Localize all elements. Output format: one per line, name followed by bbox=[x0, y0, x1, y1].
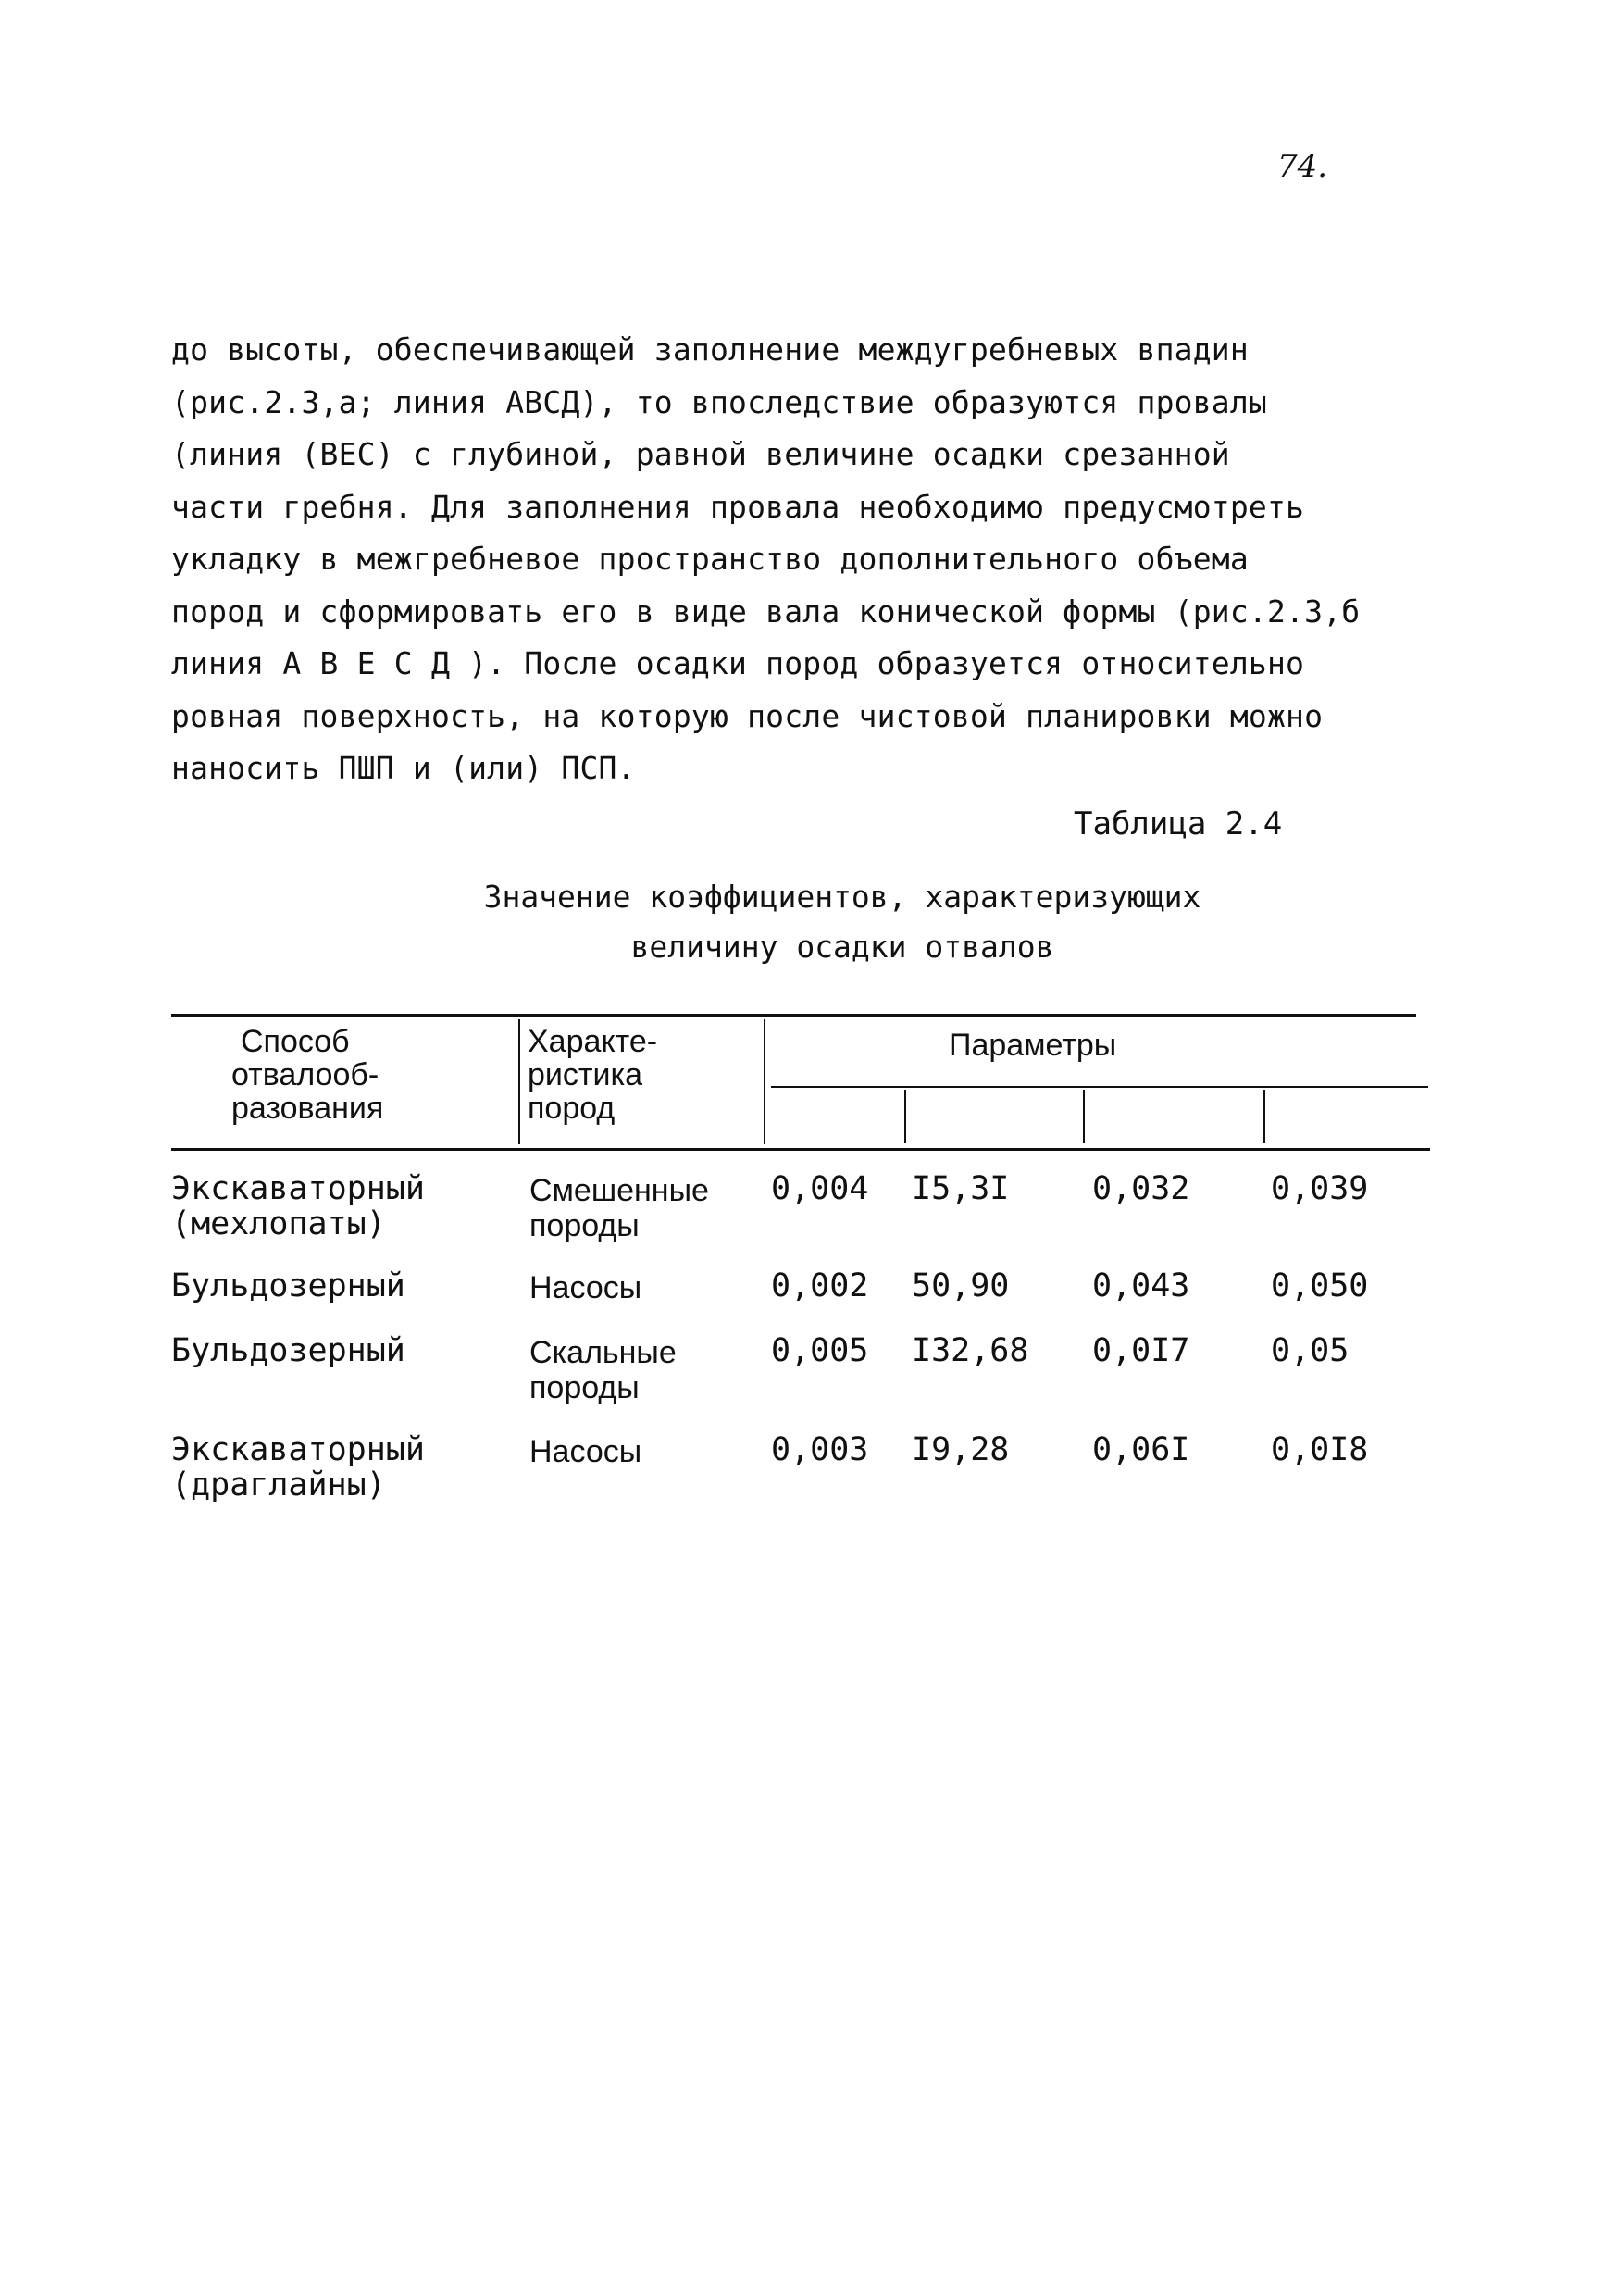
coefficients-table bbox=[171, 1014, 1430, 1532]
table-cell: Скальные bbox=[529, 1335, 677, 1370]
body-line: ровная поверхность, на которую после чистовой планировки можно bbox=[171, 697, 1324, 734]
table-cell: (мехлопаты) bbox=[171, 1205, 386, 1242]
table-cell-value: 0,004 bbox=[771, 1170, 869, 1207]
table-cell: Насосы bbox=[529, 1270, 642, 1305]
header-method-line: отвалооб- bbox=[231, 1057, 379, 1092]
body-line: линия А В Е С Д ). После осадки пород образуется относительно bbox=[171, 645, 1305, 681]
table-row-method bbox=[171, 1171, 425, 1242]
table-cell: Экскаваторный bbox=[171, 1431, 425, 1468]
table-cell-value: 0,050 bbox=[1271, 1267, 1369, 1304]
table-cell-value: 0,0I7 bbox=[1092, 1332, 1190, 1369]
header-bottom-rule bbox=[171, 1148, 1430, 1151]
table-cell-value: 0,06I bbox=[1092, 1431, 1190, 1468]
body-line: наносить ПШП и (или) ПСП. bbox=[171, 750, 636, 786]
body-line: части гребня. Для заполнения провала необходимо предусмотреть bbox=[171, 488, 1305, 525]
header-rock-char-line: ристика bbox=[528, 1057, 642, 1092]
table-cell-value: 50,90 bbox=[912, 1267, 1010, 1304]
body-line: пород и сформировать его в виде вала конической формы (рис.2.3,б bbox=[171, 593, 1361, 630]
table-cell-value: 0,05 bbox=[1271, 1332, 1350, 1369]
header-rock-char-line: Характе- bbox=[528, 1024, 658, 1059]
header-rock-char bbox=[528, 1025, 657, 1125]
header-method-line: Способ bbox=[241, 1024, 350, 1059]
body-line: укладку в межгребневое пространство дополнительного объема bbox=[171, 541, 1249, 577]
table-top-rule bbox=[171, 1014, 1416, 1017]
table-cell-value: 0,003 bbox=[771, 1431, 869, 1468]
table-cell: породы bbox=[529, 1208, 640, 1243]
header-vertical-separator bbox=[1263, 1090, 1265, 1143]
table-cell: Бульдозерный bbox=[171, 1267, 405, 1304]
table-cell-value: I32,68 bbox=[912, 1332, 1029, 1369]
table-row-method bbox=[171, 1268, 405, 1304]
table-cell-value: 0,039 bbox=[1271, 1170, 1369, 1207]
table-row-rock bbox=[529, 1335, 677, 1405]
table-cell-value: 0,0I8 bbox=[1271, 1431, 1369, 1468]
table-label: Таблица 2.4 bbox=[1074, 805, 1283, 842]
header-vertical-separator bbox=[764, 1019, 765, 1144]
table-row-rock bbox=[529, 1270, 641, 1305]
table-cell: Экскаваторный bbox=[171, 1170, 425, 1207]
table-cell-value: 0,043 bbox=[1092, 1267, 1190, 1304]
table-row-rock bbox=[529, 1173, 709, 1243]
body-line: (рис.2.3,а; линия АВСД), то впоследствие образуются провалы bbox=[171, 383, 1267, 420]
table-cell-value: 0,002 bbox=[771, 1267, 869, 1304]
body-line: (линия (ВЕС) с глубиной, равной величине осадки срезанной bbox=[171, 436, 1230, 472]
table-row-method bbox=[171, 1333, 405, 1368]
table-caption-line: величину осадки отвалов bbox=[630, 929, 1054, 965]
header-vertical-separator bbox=[904, 1090, 906, 1143]
table-cell: Бульдозерный bbox=[171, 1332, 405, 1369]
table-caption-line: Значение коэффициентов, характеризующих bbox=[483, 879, 1201, 915]
table-cell: (драглайны) bbox=[171, 1466, 386, 1504]
body-paragraph bbox=[171, 324, 1486, 795]
table-row-rock bbox=[529, 1434, 641, 1469]
table-cell: Смешенные bbox=[529, 1173, 709, 1208]
table-cell: Насосы bbox=[529, 1434, 642, 1469]
body-line: до высоты, обеспечивающей заполнение междугребневых впадин bbox=[171, 331, 1249, 368]
table-cell-value: 0,005 bbox=[771, 1332, 869, 1369]
params-divider-rule bbox=[771, 1086, 1428, 1088]
header-method-line: разования bbox=[231, 1091, 384, 1126]
table-cell-value: I9,28 bbox=[912, 1431, 1010, 1468]
header-params: Параметры bbox=[949, 1028, 1117, 1063]
table-cell-value: 0,032 bbox=[1092, 1170, 1190, 1207]
header-vertical-separator bbox=[518, 1019, 520, 1144]
table-cell: породы bbox=[529, 1370, 640, 1405]
table-row-method bbox=[171, 1432, 425, 1503]
header-vertical-separator bbox=[1083, 1090, 1085, 1143]
table-cell-value: I5,3I bbox=[912, 1170, 1010, 1207]
page-number: 74. bbox=[1277, 148, 1328, 185]
header-rock-char-line: пород bbox=[528, 1091, 616, 1126]
header-method bbox=[231, 1024, 384, 1126]
table-caption bbox=[333, 872, 1351, 972]
